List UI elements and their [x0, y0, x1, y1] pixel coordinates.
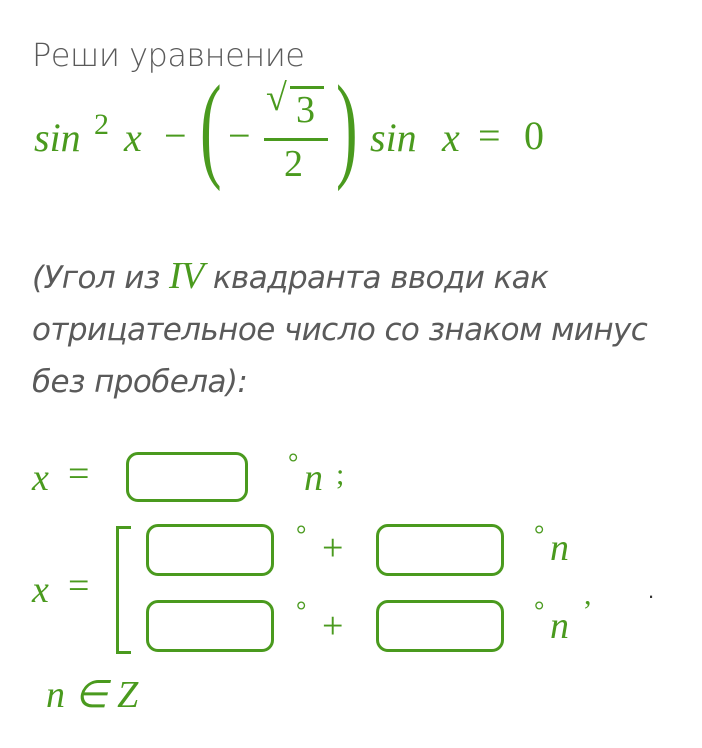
- eq-left-paren: (: [200, 61, 222, 192]
- answer2-equals: =: [68, 565, 90, 607]
- answer-input-first[interactable]: [126, 452, 248, 502]
- degree-3b: °: [534, 596, 545, 625]
- note-after: квадранта вводи как отрицательное число со знаком минус без пробела):: [32, 260, 648, 400]
- eq-denominator: 2: [284, 143, 303, 185]
- domain-n-in-z: n ∈ Z: [46, 674, 139, 716]
- eq-inner-minus: −: [228, 113, 251, 158]
- eq-sin: sin: [34, 115, 81, 160]
- answer1-semicolon: ;: [336, 458, 345, 491]
- degree-1: °: [288, 448, 299, 477]
- answer2-x: x: [32, 569, 49, 611]
- note-before: (Угол из: [32, 260, 169, 296]
- eq-minus: −: [164, 113, 187, 158]
- degree-2a: °: [296, 520, 307, 549]
- answer2-plus: +: [322, 527, 344, 569]
- eq-x: x: [124, 115, 142, 160]
- answer3-n: n: [550, 605, 569, 647]
- answer3-plus: +: [322, 605, 344, 647]
- degree-2b: °: [534, 520, 545, 549]
- answer1-n: n: [304, 457, 323, 499]
- system-bracket: [116, 526, 131, 654]
- eq-radicand: 3: [296, 89, 315, 131]
- answer1-x: x: [32, 457, 49, 499]
- answer3-comma: ,: [584, 578, 592, 611]
- answer1-equals: =: [68, 453, 90, 495]
- eq-sin2: sin: [370, 115, 417, 160]
- eq-power: 2: [94, 108, 109, 141]
- answer-input-second-b[interactable]: [376, 524, 504, 576]
- eq-right-paren: ): [336, 61, 358, 192]
- answer-input-third-a[interactable]: [146, 600, 274, 652]
- note-roman-quadrant: IV: [169, 255, 204, 297]
- degree-3a: °: [296, 596, 307, 625]
- answer-input-third-b[interactable]: [376, 600, 504, 652]
- instruction-note: [32, 250, 672, 408]
- sqrt-symbol: √: [266, 77, 287, 119]
- answer-input-second-a[interactable]: [146, 524, 274, 576]
- fraction-line: [264, 138, 328, 141]
- equation: [32, 61, 632, 202]
- answer2-n: n: [550, 527, 569, 569]
- trailing-period: .: [648, 578, 655, 603]
- task-title: Реши уравнение: [32, 36, 305, 74]
- eq-equals: =: [478, 113, 501, 158]
- eq-x2: x: [442, 115, 460, 160]
- eq-zero: 0: [524, 113, 544, 158]
